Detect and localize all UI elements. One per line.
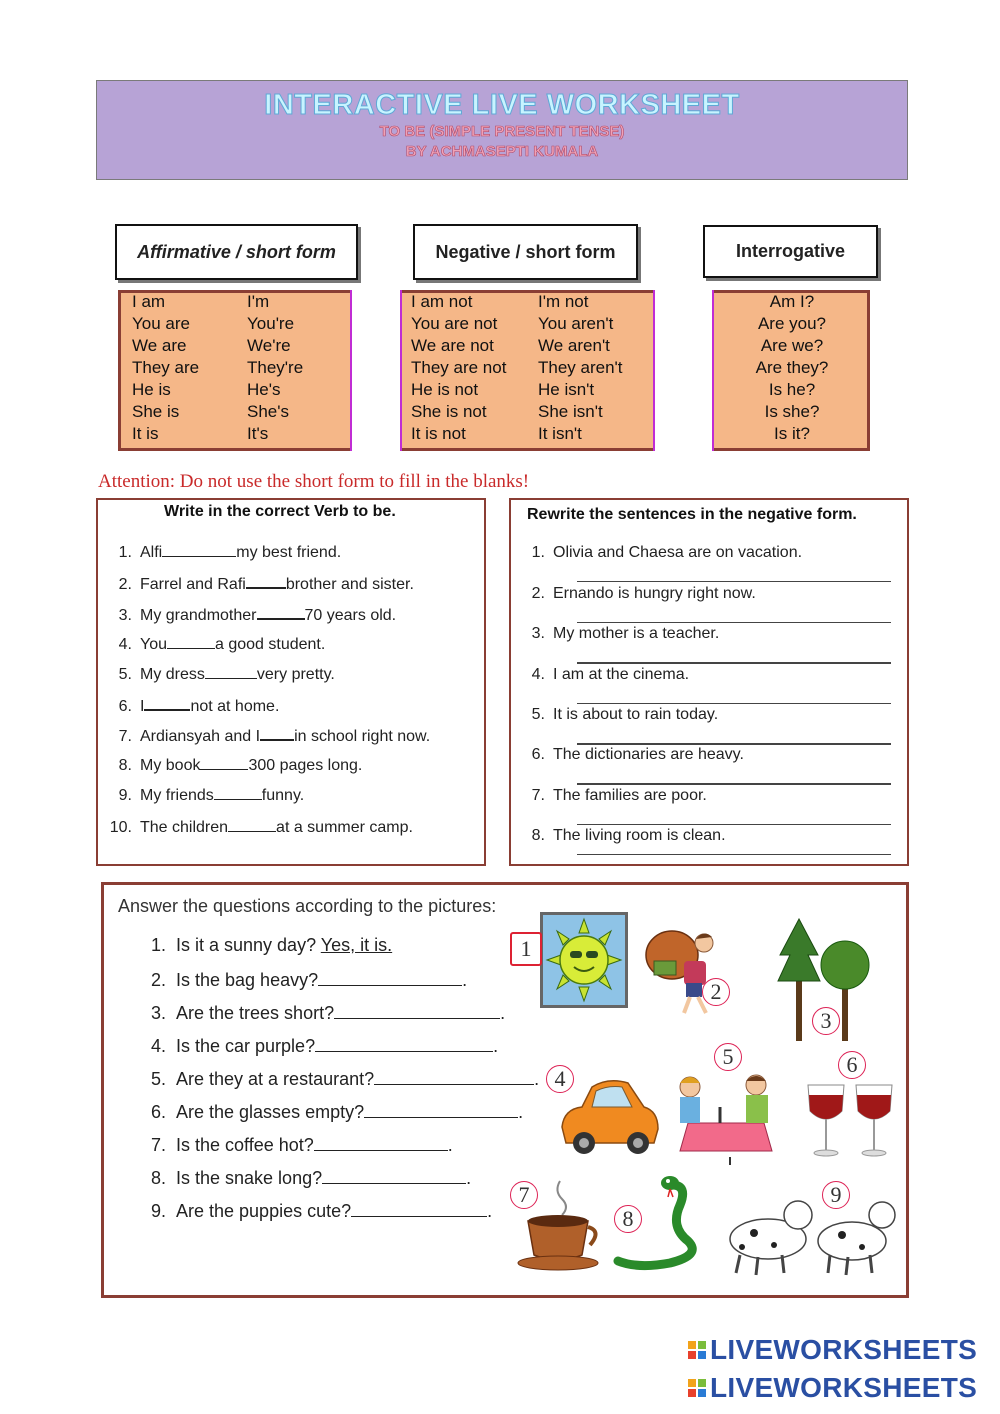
picture-number-3: 3 bbox=[812, 1007, 840, 1035]
liveworksheets-logo: LIVEWORKSHEETS bbox=[688, 1372, 977, 1404]
interrogative-heading: Interrogative bbox=[703, 225, 878, 278]
exercise-picture-questions bbox=[101, 882, 909, 1298]
answer-field[interactable] bbox=[374, 1068, 534, 1085]
question-item: 5. Are they at a restaurant? . bbox=[150, 1069, 540, 1089]
list-item: 3. My grandmother 70 years old. bbox=[104, 604, 396, 625]
list-item: 10. The children at a summer camp. bbox=[109, 819, 413, 836]
table-cell: It's bbox=[247, 424, 269, 443]
question-item: 4. Is the car purple? . bbox=[150, 1036, 499, 1056]
picture-number-2: 2 bbox=[702, 978, 730, 1006]
answer-line[interactable] bbox=[577, 783, 891, 785]
list-item: 5. My dress very pretty. bbox=[118, 666, 335, 683]
question-item: 6. Are the glasses empty? . bbox=[150, 1102, 524, 1122]
table-cell: He's bbox=[247, 380, 281, 399]
table-divider bbox=[350, 290, 402, 451]
table-cell: They aren't bbox=[538, 358, 623, 377]
list-item: 4. I am at the cinema. bbox=[531, 666, 690, 683]
answer-blank[interactable] bbox=[214, 785, 262, 800]
answer-line[interactable] bbox=[577, 743, 891, 745]
affirmative-short-column bbox=[247, 291, 303, 445]
answer-blank[interactable] bbox=[162, 542, 236, 557]
table-cell: Is he? bbox=[768, 380, 816, 399]
list-item: 7. The families are poor. bbox=[531, 787, 707, 804]
worksheet-subtitle: TO BE (SIMPLE PRESENT TENSE) bbox=[379, 123, 625, 140]
exercise-title: Write in the correct Verb to be. bbox=[164, 503, 396, 520]
conjugation-table bbox=[118, 290, 870, 451]
list-item: 6. I not at home. bbox=[104, 695, 279, 716]
liveworksheets-logo: LIVEWORKSHEETS bbox=[688, 1334, 977, 1366]
table-cell: I'm not bbox=[538, 292, 589, 311]
negative-heading: Negative / short form bbox=[413, 224, 638, 280]
table-cell: Are you? bbox=[757, 314, 827, 333]
question-item: 8. Is the snake long? . bbox=[150, 1168, 472, 1188]
answer-field[interactable]: Yes, it is. bbox=[320, 935, 393, 955]
logo-mark-icon bbox=[688, 1341, 706, 1359]
table-cell: Is she? bbox=[764, 402, 820, 421]
affirmative-long-column bbox=[132, 291, 199, 445]
answer-field[interactable] bbox=[334, 1002, 500, 1019]
answer-line[interactable] bbox=[577, 622, 891, 623]
picture-number-8: 8 bbox=[614, 1205, 642, 1233]
table-cell: She is bbox=[132, 402, 180, 421]
question-item: 3. Are the trees short? . bbox=[150, 1003, 506, 1023]
list-item: 5. It is about to rain today. bbox=[531, 706, 719, 723]
answer-blank[interactable] bbox=[205, 664, 257, 679]
exercise-negative-form bbox=[509, 498, 909, 866]
table-cell: He is bbox=[132, 380, 171, 399]
glasses-picture bbox=[804, 1081, 900, 1161]
table-cell: It is bbox=[132, 424, 159, 443]
answer-line[interactable] bbox=[577, 854, 891, 855]
answer-blank[interactable] bbox=[260, 725, 294, 741]
list-item: 8. The living room is clean. bbox=[531, 827, 726, 844]
picture-number-1: 1 bbox=[510, 932, 542, 966]
answer-blank[interactable] bbox=[144, 695, 190, 711]
answer-line[interactable] bbox=[577, 703, 891, 704]
question-item: 9. Are the puppies cute? . bbox=[150, 1201, 493, 1221]
question-item: 7. Is the coffee hot? . bbox=[150, 1135, 453, 1155]
affirmative-heading: Affirmative / short form bbox=[115, 224, 358, 280]
attention-note: Attention: Do not use the short form to fill in the blanks! bbox=[98, 471, 530, 492]
restaurant-picture bbox=[664, 1067, 790, 1167]
question-item: 2. Is the bag heavy? . bbox=[150, 970, 468, 990]
exercise-title: Rewrite the sentences in the negative form. bbox=[527, 506, 857, 523]
answer-field[interactable] bbox=[364, 1101, 518, 1118]
negative-short-column bbox=[538, 291, 623, 445]
exercise-instruction: Answer the questions according to the pictures: bbox=[118, 896, 497, 916]
table-cell: You are not bbox=[411, 314, 498, 333]
worksheet-author: BY ACHMASEPTI KUMALA bbox=[405, 143, 599, 160]
table-cell: She is not bbox=[411, 402, 487, 421]
list-item: 8. My book 300 pages long. bbox=[118, 757, 363, 774]
interrogative-column bbox=[717, 291, 867, 445]
sun-icon bbox=[543, 915, 625, 1005]
sun-picture bbox=[540, 912, 628, 1008]
answer-line[interactable] bbox=[577, 824, 891, 825]
answer-field[interactable] bbox=[315, 1035, 493, 1052]
list-item: 2. Farrel and Rafi brother and sister. bbox=[104, 573, 414, 594]
logo-mark-icon bbox=[688, 1379, 706, 1397]
table-cell: She isn't bbox=[538, 402, 603, 421]
table-cell: I am not bbox=[411, 292, 473, 311]
table-cell: We are not bbox=[411, 336, 494, 355]
table-cell: They're bbox=[247, 358, 304, 377]
picture-number-4: 4 bbox=[546, 1065, 574, 1093]
exercise-verb-to-be bbox=[96, 498, 486, 866]
negative-long-column bbox=[411, 291, 506, 445]
answer-line[interactable] bbox=[577, 581, 891, 582]
picture-number-9: 9 bbox=[822, 1181, 850, 1209]
table-cell: They are not bbox=[411, 358, 507, 377]
table-cell: I'm bbox=[247, 292, 270, 311]
table-cell: We're bbox=[247, 336, 291, 355]
table-cell: Is it? bbox=[774, 424, 810, 443]
table-cell: We are bbox=[132, 336, 187, 355]
list-item: 9. My friends funny. bbox=[118, 787, 305, 804]
table-cell: He isn't bbox=[538, 380, 595, 399]
list-item: 7. Ardiansyah and I in school right now. bbox=[104, 725, 430, 746]
picture-number-6: 6 bbox=[838, 1051, 866, 1079]
table-divider bbox=[653, 290, 714, 451]
table-cell: I am bbox=[132, 292, 166, 311]
table-cell: You are bbox=[132, 314, 190, 333]
list-item: 4. You a good student. bbox=[118, 636, 326, 653]
table-cell: We aren't bbox=[538, 336, 610, 355]
table-cell: Am I? bbox=[769, 292, 815, 311]
list-item: 6. The dictionaries are heavy. bbox=[531, 746, 744, 763]
answer-field[interactable] bbox=[318, 969, 462, 986]
worksheet-title: INTERACTIVE LIVE WORKSHEET bbox=[264, 89, 740, 121]
picture-number-7: 7 bbox=[510, 1181, 538, 1209]
answer-field[interactable] bbox=[322, 1167, 466, 1184]
answer-field[interactable] bbox=[351, 1200, 487, 1217]
answer-blank[interactable] bbox=[228, 817, 276, 832]
answer-blank[interactable] bbox=[257, 604, 305, 620]
table-cell: She's bbox=[247, 402, 289, 421]
picture-number-5: 5 bbox=[714, 1043, 742, 1071]
table-cell: Are they? bbox=[755, 358, 829, 377]
table-cell: You're bbox=[247, 314, 295, 333]
title-banner bbox=[96, 80, 908, 180]
answer-blank[interactable] bbox=[167, 634, 215, 649]
puppies-picture bbox=[712, 1185, 902, 1281]
answer-blank[interactable] bbox=[200, 755, 248, 770]
table-cell: It isn't bbox=[538, 424, 582, 443]
table-cell: They are bbox=[132, 358, 200, 377]
list-item: 3. My mother is a teacher. bbox=[531, 625, 720, 642]
list-item: 1. Olivia and Chaesa are on vacation. bbox=[531, 544, 803, 561]
list-item: 1. Alfi my best friend. bbox=[118, 544, 342, 561]
answer-blank[interactable] bbox=[246, 573, 286, 589]
table-cell: Are we? bbox=[760, 336, 824, 355]
answer-line[interactable] bbox=[577, 662, 891, 664]
answer-field[interactable] bbox=[314, 1134, 448, 1151]
question-item: 1. Is it a sunny day? Yes, it is. bbox=[150, 935, 393, 955]
list-item: 2. Ernando is hungry right now. bbox=[531, 585, 756, 602]
table-cell: You aren't bbox=[538, 314, 614, 333]
table-cell: It is not bbox=[411, 424, 466, 443]
table-cell: He is not bbox=[411, 380, 479, 399]
